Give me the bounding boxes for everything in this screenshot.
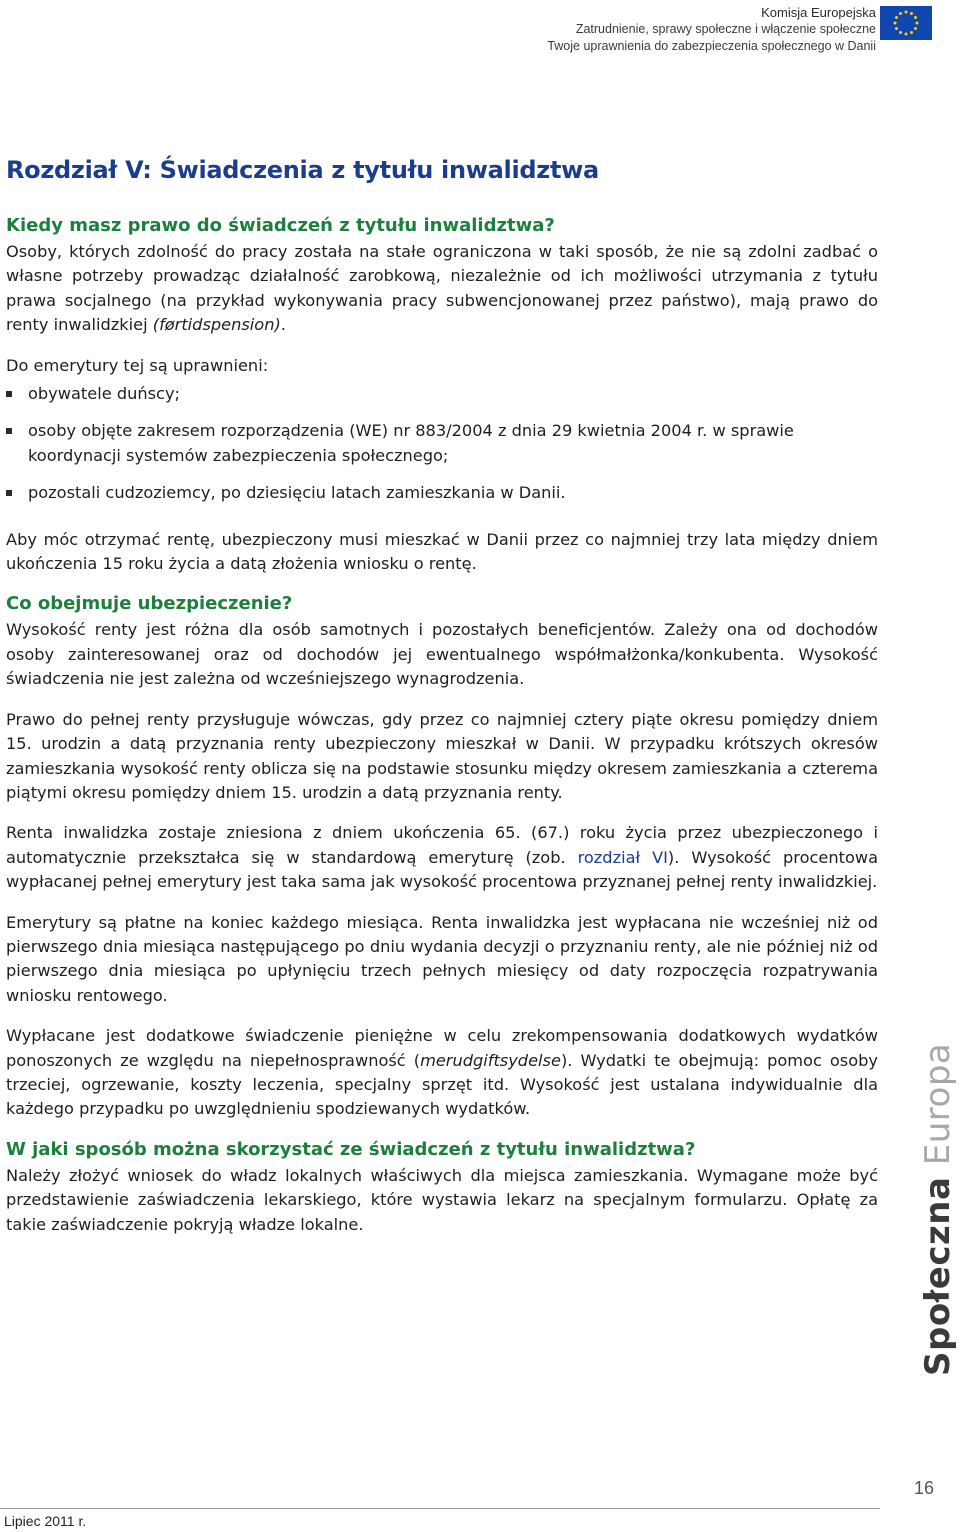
document-header	[547, 4, 876, 55]
eligibility-list	[6, 382, 878, 506]
bullet-icon	[6, 490, 12, 496]
paragraph-full-pension: Prawo do pełnej renty przysługuje wówczas, gdy przez co najmniej cztery piąte okresu pomiędzy dniem 15. urodzin a datą przyznania renty ubezpieczony mieszkał w Danii. W przypadku krótszych okresów zamieszkania wysokość renty oblicza się na podstawie stosunku między okresem zamieszkania a czterema piątymi okresu pomiędzy dniem 15. urodzin a datą przyznania renty.	[6, 709, 878, 802]
eu-star-icon	[914, 16, 917, 19]
bullet-icon	[6, 428, 12, 434]
paragraph-text: Osoby, których zdolność do pracy została na stałe ograniczona w taki sposób, że nie są zdolni zadbać o własne potrzeby prowadząc działalność zarobkową, niezależnie od ich możliwości utrzymania z tytułu prawa socjalnego (na przykład wykonywania pracy subwencjonowanej przez państwo), mają prawo do renty inwalidzkiej	[6, 242, 878, 335]
eu-star-icon	[895, 16, 898, 19]
bullet-icon	[6, 391, 12, 397]
paragraph-conversion: Renta inwalidzka zostaje zniesiona z dniem ukończenia 65. (67.) roku życia przez ubezpieczonego i automatycznie przekształca się w standardową emeryturę (zob. rozdział VI). Wysokość procentowa wypłacanej pełnej emerytury jest taka sama jak wysokość procentowa przyznanej pełnej renty inwalidzkiej.	[6, 823, 879, 892]
paragraph-claim: Należy złożyć wniosek do władz lokalnych właściwych dla miejsca zamieszkania. Wymagane może być przedstawienie zaświadczenia lekarskiego, które wystawia lekarz na specjalnym formularzu. Opłatę za takie zaświadczenie pokryją władze lokalne.	[6, 1165, 878, 1234]
eu-star-icon	[914, 27, 917, 30]
page-content	[6, 150, 878, 1253]
eu-star-icon	[899, 12, 902, 15]
paragraph-residence: Aby móc otrzymać rentę, ubezpieczony musi mieszkać w Danii przez co najmniej trzy lata między dniem ukończenia 15 roku życia a datą złożenia wniosku o rentę.	[6, 529, 878, 574]
term-merudgiftsydelse: merudgiftsydelse	[420, 1050, 561, 1070]
eu-flag-logo	[880, 6, 932, 40]
eu-star-icon	[894, 22, 897, 25]
side-label-spoleczna-europa: Społeczna Europa	[918, 1042, 958, 1376]
list-item: osoby objęte zakresem rozporządzenia (WE) nr 883/2004 z dnia 29 kwietnia 2004 r. w sprawie koordynacji systemów zabezpieczenia społecznego;	[6, 419, 878, 468]
eu-star-icon	[905, 11, 908, 14]
section-heading-eligibility: Kiedy masz prawo do świadczeń z tytułu inwalidztwa?	[6, 215, 555, 236]
list-intro: Do emerytury tej są uprawnieni:	[6, 355, 269, 375]
eu-star-icon	[895, 27, 898, 30]
header-org: Komisja Europejska	[761, 5, 876, 20]
footer-date: Lipiec 2011 r.	[4, 1513, 87, 1529]
eu-star-icon	[916, 22, 919, 25]
paragraph-payment: Emerytury są płatne na koniec każdego miesiąca. Renta inwalidzka jest wypłacana nie wcześniej niż od pierwszego dnia miesiąca następującego po dniu wydania decyzji o przyznaniu renty, ale nie później niż od pierwszego dnia miesiąca po upłynięciu trzech pełnych miesięcy od daty rozpoczęcia rozpatrywania wniosku rentowego.	[6, 912, 878, 1005]
eu-star-icon	[910, 12, 913, 15]
list-item: pozostali cudzoziemcy, po dziesięciu latach zamieszkania w Danii.	[6, 481, 878, 505]
link-chapter-vi[interactable]: rozdział VI	[577, 847, 668, 867]
section-heading-how-to-claim: W jaki sposób można skorzystać ze świadczeń z tytułu inwalidztwa?	[6, 1138, 696, 1160]
page-number: 16	[914, 1478, 935, 1498]
paragraph-eligibility: Osoby, których zdolność do pracy została na stałe ograniczona w taki sposób, że nie są zdolni zadbać o własne potrzeby prowadząc działalność zarobkową, niezależnie od ich możliwości utrzymania z tytułu prawa socjalnego (na przykład wykonywania pracy subwencjonowanej przez państwo), mają prawo do renty inwalidzkiej (førtidspension).	[6, 242, 878, 335]
eu-star-icon	[910, 31, 913, 34]
list-item: obywatele duńscy;	[6, 382, 878, 406]
header-doc-title: Twoje uprawnienia do zabezpieczenia społecznego w Danii	[547, 39, 876, 53]
section-heading-coverage: Co obejmuje ubezpieczenie?	[6, 593, 293, 615]
paragraph-amount: Wysokość renty jest różna dla osób samotnych i pozostałych beneficjentów. Zależy ona od dochodów osoby zainteresowanej oraz od dochodów jej ewentualnego współmałżonka/konkubenta. Wysokość świadczenia nie jest zależna od wcześniejszego wynagrodzenia.	[6, 620, 878, 689]
chapter-title: Rozdział V: Świadczenia z tytułu inwalidztwa	[6, 156, 599, 184]
header-dept: Zatrudnienie, sprawy społeczne i włączenie społeczne	[575, 22, 876, 36]
eu-star-icon	[905, 33, 908, 36]
eu-star-icon	[899, 31, 902, 34]
term-fortidspension: (førtidspension)	[152, 315, 281, 335]
footer-divider	[0, 1508, 880, 1509]
paragraph-extra-benefit: Wypłacane jest dodatkowe świadczenie pieniężne w celu zrekompensowania dodatkowych wydatków ponoszonych ze względu na niepełnosprawność (merudgiftsydelse). Wydatki te obejmują: pomoc osoby trzeciej, ogrzewanie, koszty leczenia, specjalny sprzęt itd. Wysokość jest ustalana indywidualnie dla każdego przypadku po uwzględnieniu spodziewanych wydatków.	[6, 1026, 878, 1119]
